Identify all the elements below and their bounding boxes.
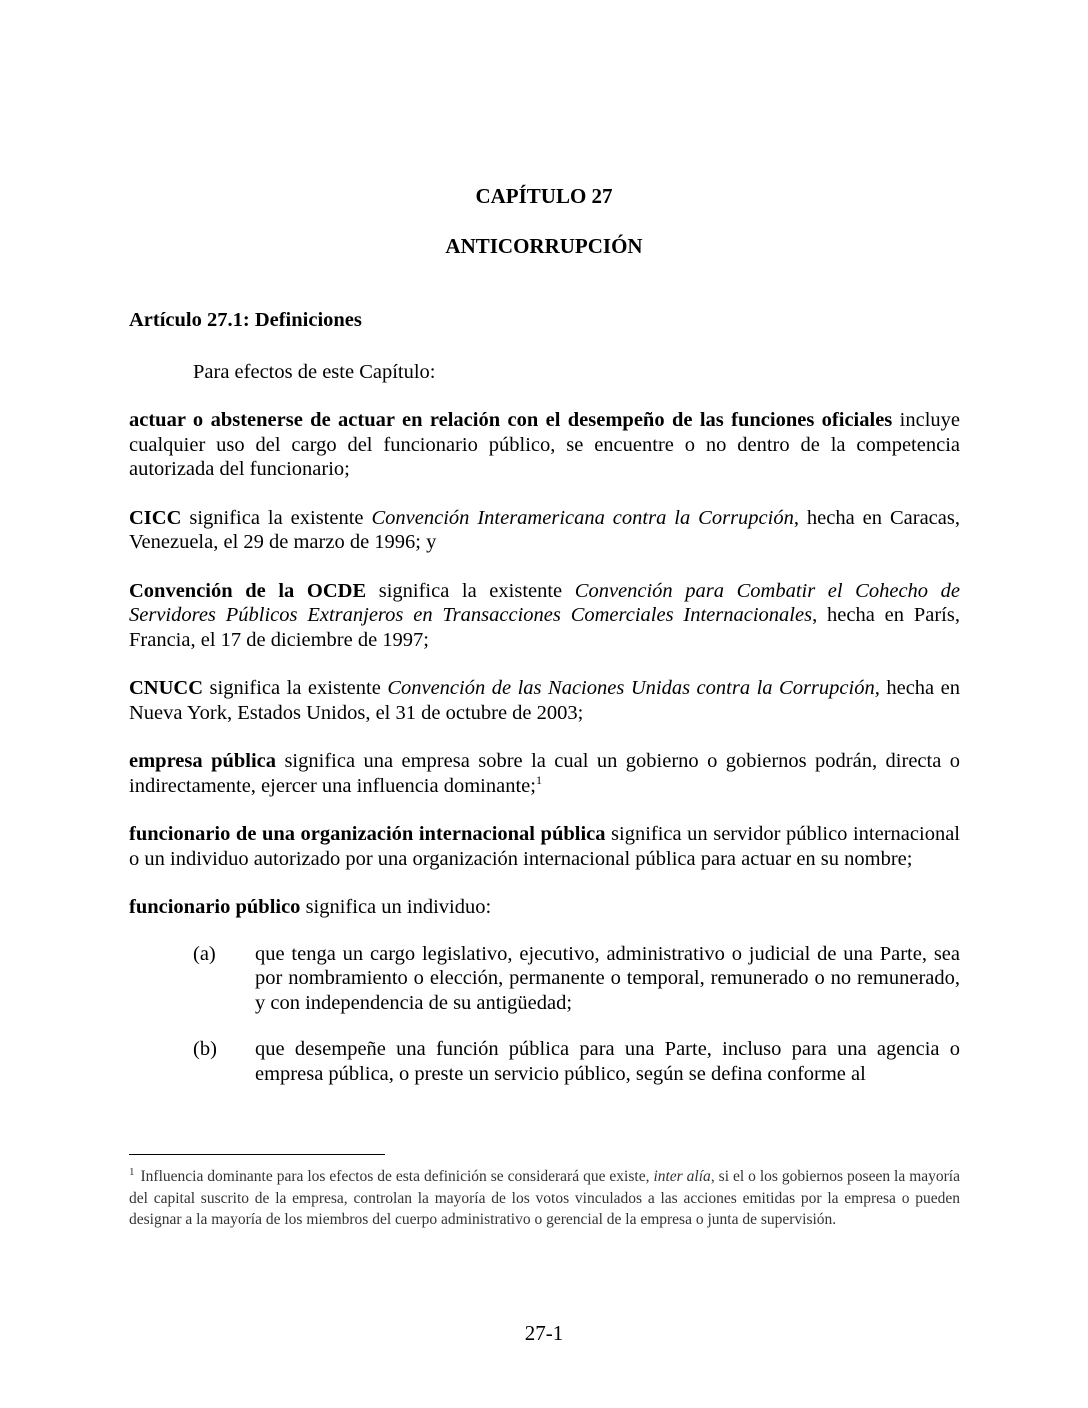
definition-text: , hecha en Caracas, Venezuela, el 29 de marzo de 1996; y	[129, 506, 960, 553]
definition-text: significa la existente	[366, 579, 575, 602]
chapter-number: CAPÍTULO 27	[475, 184, 613, 208]
definition-text: significa un individuo:	[300, 896, 492, 918]
definition-official-functions	[129, 408, 960, 482]
list-item-b	[193, 1037, 960, 1086]
definition-text: incluye cualquier uso del cargo del funcionario público, se encuentre o no dentro de la competencia autorizada del funcionario;	[129, 409, 961, 480]
footnote-number: 1	[129, 1166, 135, 1178]
convention-name: Convención Interamericana contra la Corrupción	[371, 506, 794, 529]
chapter-title: ANTICORRUPCIÓN	[445, 234, 643, 258]
list-marker: (a)	[193, 942, 216, 965]
footnote-reference[interactable]: 1	[535, 772, 542, 787]
document-body	[129, 308, 960, 1086]
definition-text: significa la existente	[181, 506, 372, 529]
definition-text: significa la existente	[203, 677, 388, 699]
definition-term: CNUCC	[129, 677, 204, 699]
definition-international-official	[129, 822, 960, 871]
article-intro: Para efectos de este Capítulo:	[193, 360, 436, 383]
footnote-text: , si el o los gobiernos poseen la mayoría del capital suscrito de la empresa, controlan la mayoría de los votos vinculados a las acciones emitidas por la empresa o pueden designar a la mayoría de los miembros del cuerpo administrativo o gerencial de la empresa o junta de supervisión.	[129, 1168, 960, 1228]
definition-term: funcionario público	[129, 896, 301, 918]
page-number: 27-1	[524, 1321, 564, 1345]
definition-text: , hecha en París, Francia, el 17 de diciembre de 1997;	[129, 604, 960, 651]
definition-term: Convención de la OCDE	[129, 579, 367, 602]
footnote	[129, 1166, 960, 1231]
definition-text: hecha en Nueva York, Estados Unidos, el 31 de octubre de 2003;	[129, 677, 961, 724]
definition-text: significa un servidor público internacional o un individuo autorizado por una organización internacional pública para actuar en su nombre;	[129, 823, 960, 870]
list-marker: (b)	[193, 1038, 217, 1060]
footnote-separator	[129, 1154, 385, 1155]
list-item-text: que desempeñe una función pública para una Parte, incluso para una agencia o empresa pública, o preste un servicio público, según se defina conforme al	[255, 1038, 960, 1085]
footnote-text: Influencia dominante para los efectos de esta definición se considerará que existe,	[140, 1168, 654, 1185]
footnote-italic: inter alía	[653, 1168, 711, 1185]
definition-cnucc	[129, 676, 960, 725]
definition-term: CICC	[129, 506, 182, 529]
definition-term: funcionario de una organización internacional pública	[129, 823, 606, 845]
definition-term: actuar o abstenerse de actuar en relación con el desempeño de las funciones oficiales	[129, 409, 893, 431]
definition-term: empresa pública	[129, 750, 277, 772]
definition-ocde	[129, 579, 960, 653]
convention-name: Convención de las Naciones Unidas contra la Corrupción,	[387, 677, 880, 699]
definition-public-enterprise	[129, 749, 960, 798]
article-heading: Artículo 27.1: Definiciones	[129, 309, 362, 331]
list-item-text: que tenga un cargo legislativo, ejecutivo, administrativo o judicial de una Parte, sea por nombramiento o elección, permanente o temporal, remunerado o no remunerado, y con independencia de su antigüedad;	[255, 942, 960, 1014]
definition-cicc	[129, 506, 960, 555]
definition-public-official	[129, 895, 960, 920]
list-item-a	[193, 942, 960, 1016]
definition-text: significa una empresa sobre la cual un gobierno o gobiernos podrán, directa o indirectamente, ejercer una influencia dominante;	[129, 750, 960, 797]
convention-name: Convención para Combatir el Cohecho de Servidores Públicos Extranjeros en Transacciones Comerciales Internacionales	[129, 579, 961, 626]
